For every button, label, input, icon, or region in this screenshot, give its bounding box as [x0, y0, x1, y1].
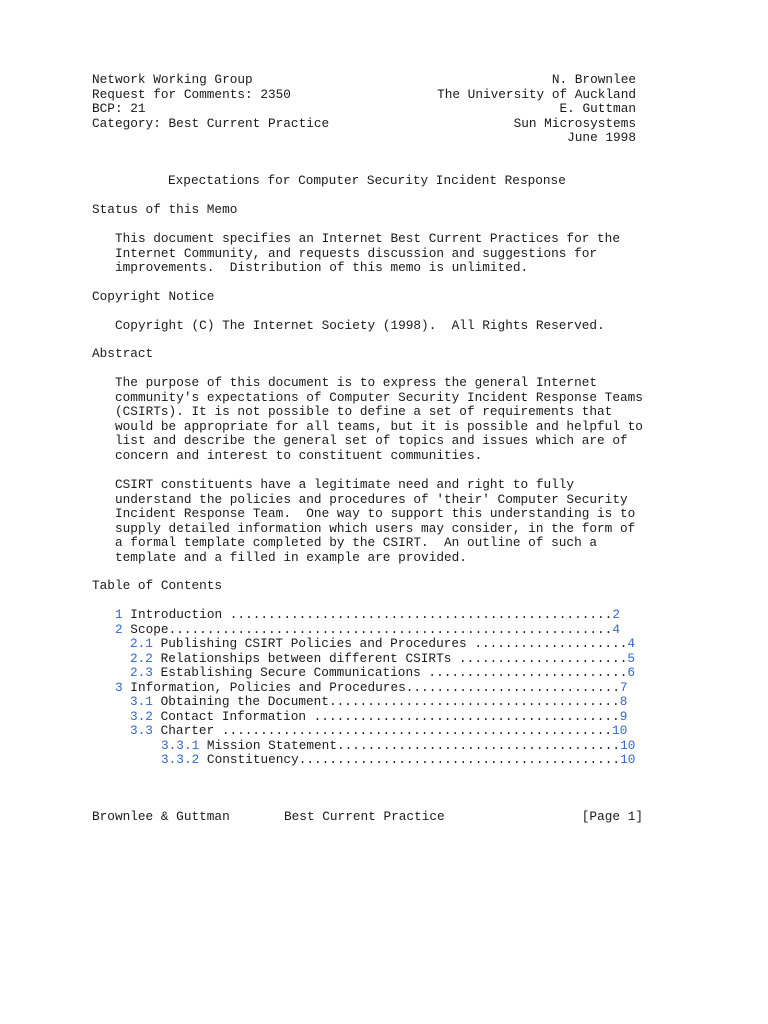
abstract-line: community's expectations of Computer Security Incident Response Teams	[115, 389, 643, 405]
toc-entry[interactable]	[161, 753, 635, 768]
abstract-line: concern and interest to constituent communities.	[115, 447, 483, 463]
abstract-paragraph-2	[115, 478, 655, 565]
toc-entry[interactable]	[161, 739, 635, 754]
toc-entry-text: Establishing Secure Communications ..........................	[152, 665, 628, 680]
toc-entry[interactable]	[130, 637, 635, 652]
toc-page-link[interactable]: 5	[627, 650, 636, 666]
abstract-heading: Abstract	[92, 346, 154, 361]
toc-page-link[interactable]: 7	[620, 679, 628, 695]
abstract-line: template and a filled in example are provided.	[115, 549, 467, 565]
header-right-4: Sun Microsystems	[513, 115, 636, 131]
header-right-2: The University of Auckland	[437, 86, 636, 102]
toc-entry-text: Contact Information ........................................	[152, 708, 620, 724]
toc-link-number[interactable]: 2	[115, 621, 123, 637]
abstract-line: understand the policies and procedures of 'their' Computer Security	[115, 491, 628, 507]
toc-page-link[interactable]: 2	[612, 607, 620, 622]
toc-entry[interactable]	[130, 652, 635, 667]
toc-entry-text: Scope..........................................................	[122, 621, 613, 637]
copyright-heading: Copyright Notice	[92, 289, 215, 304]
toc-page-link[interactable]: 4	[612, 621, 620, 637]
toc-entry-text: Relationships between different CSIRTs ......................	[152, 650, 628, 666]
toc-entry-text: Information, Policies and Procedures............................	[122, 679, 620, 695]
toc-entry[interactable]	[115, 623, 620, 638]
toc-link-number[interactable]: 1	[115, 607, 123, 622]
footer-page-number: [Page 1]	[581, 809, 643, 824]
toc-entry-text: Mission Statement.....................................	[199, 737, 621, 753]
header-left-3: BCP: 21	[92, 101, 146, 116]
toc-entry[interactable]	[115, 608, 620, 623]
abstract-paragraph-1	[115, 376, 655, 463]
status-line: improvements. Distribution of this memo is unlimited.	[115, 260, 529, 275]
toc-entry-text: Obtaining the Document......................................	[152, 694, 620, 709]
abstract-line: would be appropriate for all teams, but it is possible and helpful to	[115, 418, 643, 434]
abstract-line: a formal template completed by the CSIRT. An outline of such a	[115, 535, 598, 550]
header-left-2: Request for Comments: 2350	[92, 86, 291, 102]
toc-link-number[interactable]: 3.2	[130, 708, 153, 724]
toc-link-number[interactable]: 3.1	[130, 694, 153, 709]
toc-entry-text: Introduction ..................................................	[122, 607, 613, 622]
toc-entry[interactable]	[130, 695, 627, 710]
toc-entry[interactable]	[130, 666, 635, 681]
footer-authors: Brownlee & Guttman	[92, 809, 230, 824]
toc-entry-text: Charter ...................................................	[152, 723, 613, 738]
toc-entry-text: Constituency..........................................	[199, 752, 621, 767]
toc-link-number[interactable]: 3	[115, 679, 123, 695]
toc-entry-text: Publishing CSIRT Policies and Procedures ....................	[152, 636, 628, 651]
toc-entry[interactable]	[115, 681, 628, 696]
toc-page-link[interactable]: 10	[620, 752, 636, 767]
header-right-3: E. Guttman	[559, 101, 636, 116]
toc-link-number[interactable]: 2.1	[130, 636, 153, 651]
header-right-1: N. Brownlee	[551, 72, 636, 87]
toc-page-link[interactable]: 6	[627, 665, 636, 680]
abstract-line: (CSIRTs). It is not possible to define a set of requirements that	[115, 404, 613, 419]
toc-link-number[interactable]: 2.2	[130, 650, 153, 666]
abstract-line: The purpose of this document is to express the general Internet	[115, 375, 598, 390]
toc-link-number[interactable]: 2.3	[130, 665, 153, 680]
toc-link-number[interactable]: 3.3.1	[161, 737, 200, 753]
abstract-line: supply detailed information which users may consider, in the form of	[115, 520, 636, 536]
copyright-text: Copyright (C) The Internet Society (1998). All Rights Reserved.	[115, 318, 605, 333]
toc-entry[interactable]	[130, 710, 627, 725]
toc-page-link[interactable]: 10	[612, 723, 628, 738]
toc-link-number[interactable]: 3.3.2	[161, 752, 200, 767]
header-left-4: Category: Best Current Practice	[92, 115, 330, 131]
toc-page-link[interactable]: 4	[627, 636, 636, 651]
status-heading: Status of this Memo	[92, 202, 238, 217]
status-line: This document specifies an Internet Best Current Practices for the	[115, 231, 620, 246]
status-paragraph	[115, 232, 655, 276]
abstract-line: list and describe the general set of topics and issues which are of	[115, 433, 628, 448]
header-right-5: June 1998	[567, 130, 636, 145]
header-left-1: Network Working Group	[92, 72, 253, 87]
toc-link-number[interactable]: 3.3	[130, 723, 153, 738]
status-line: Internet Community, and requests discussion and suggestions for	[115, 245, 598, 261]
footer-category: Best Current Practice	[284, 809, 445, 824]
document-title: Expectations for Computer Security Incident Response	[168, 173, 566, 188]
toc-page-link[interactable]: 10	[620, 737, 636, 753]
toc-page-link[interactable]: 9	[619, 708, 628, 724]
abstract-line: Incident Response Team. One way to support this understanding is to	[115, 506, 636, 521]
toc-heading: Table of Contents	[92, 578, 223, 593]
abstract-line: CSIRT constituents have a legitimate need and right to fully	[115, 477, 575, 492]
toc-page-link[interactable]: 8	[619, 694, 628, 709]
toc-entry[interactable]	[130, 724, 627, 739]
